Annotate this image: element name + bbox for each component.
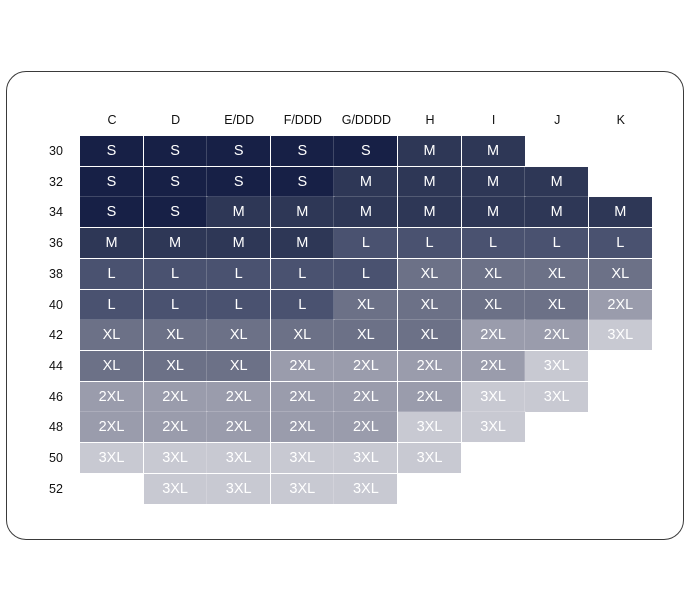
size-cell: S: [271, 167, 334, 197]
row-header: 48: [49, 420, 63, 435]
size-cell: M: [271, 197, 334, 227]
size-cell: 2XL: [80, 412, 143, 442]
size-cell: 3XL: [207, 443, 270, 473]
size-cell: XL: [80, 320, 143, 350]
size-cell: XL: [334, 320, 397, 350]
size-cell: XL: [207, 320, 270, 350]
size-cell: XL: [144, 351, 207, 381]
size-cell: M: [462, 197, 525, 227]
size-cell: L: [271, 290, 334, 320]
size-cell: 2XL: [398, 382, 461, 412]
size-cell: M: [398, 136, 461, 166]
size-cell: 3XL: [462, 382, 525, 412]
size-cell: M: [525, 167, 588, 197]
size-cell: 3XL: [334, 474, 397, 504]
size-cell: L: [80, 290, 143, 320]
size-cell: M: [525, 197, 588, 227]
row-header: 34: [49, 205, 63, 220]
size-cell: M: [398, 197, 461, 227]
size-cell: XL: [462, 290, 525, 320]
size-cell: 2XL: [271, 382, 334, 412]
size-cell: S: [207, 136, 270, 166]
size-cell: 3XL: [525, 351, 588, 381]
size-cell: L: [525, 228, 588, 258]
size-cell: L: [144, 259, 207, 289]
column-header: H: [425, 113, 435, 127]
size-cell: XL: [207, 351, 270, 381]
size-cell: 2XL: [334, 412, 397, 442]
size-cell: XL: [398, 259, 461, 289]
column-header: J: [554, 113, 561, 127]
size-cell: 2XL: [334, 351, 397, 381]
size-cell: S: [144, 197, 207, 227]
size-cell: L: [207, 290, 270, 320]
size-cell: L: [334, 259, 397, 289]
size-cell: XL: [271, 320, 334, 350]
size-cell: 3XL: [80, 443, 143, 473]
size-cell: M: [462, 136, 525, 166]
size-cell: 3XL: [334, 443, 397, 473]
size-cell: 3XL: [398, 443, 461, 473]
size-cell: M: [398, 167, 461, 197]
size-cell: 3XL: [398, 412, 461, 442]
size-cell: L: [271, 259, 334, 289]
size-cell: L: [334, 228, 397, 258]
size-cell: 2XL: [144, 412, 207, 442]
size-cell: 2XL: [80, 382, 143, 412]
size-cell: 3XL: [589, 320, 652, 350]
size-cell: XL: [462, 259, 525, 289]
row-header: 32: [49, 174, 63, 189]
size-cell: M: [80, 228, 143, 258]
column-header: I: [491, 113, 496, 127]
size-cell: 2XL: [271, 412, 334, 442]
size-cell: M: [462, 167, 525, 197]
size-cell: S: [207, 167, 270, 197]
size-cell: S: [334, 136, 397, 166]
size-cell: 2XL: [207, 412, 270, 442]
row-header: 30: [49, 144, 63, 158]
size-cell: 2XL: [271, 351, 334, 381]
size-cell: 2XL: [334, 382, 397, 412]
size-cell: XL: [589, 259, 652, 289]
size-cell: 2XL: [144, 382, 207, 412]
size-cell: 2XL: [525, 320, 588, 350]
size-cell: 3XL: [271, 474, 334, 504]
size-cell: 3XL: [144, 474, 207, 504]
row-header: 46: [49, 389, 63, 404]
size-cell: M: [207, 197, 270, 227]
size-cell: XL: [334, 290, 397, 320]
size-cell: XL: [398, 290, 461, 320]
size-cell: S: [271, 136, 334, 166]
size-cell: 2XL: [207, 382, 270, 412]
size-cell: M: [207, 228, 270, 258]
size-cell: L: [462, 228, 525, 258]
size-cell: M: [271, 228, 334, 258]
row-header: 38: [49, 266, 63, 281]
size-cell: M: [334, 197, 397, 227]
row-header: 52: [49, 481, 63, 496]
size-cell: M: [334, 167, 397, 197]
size-cell: L: [207, 259, 270, 289]
row-header: 50: [49, 451, 63, 465]
column-header: G/DDDD: [341, 113, 392, 127]
size-cell: 3XL: [525, 382, 588, 412]
size-cell: XL: [525, 259, 588, 289]
size-cell: S: [144, 167, 207, 197]
row-header: 42: [49, 328, 63, 343]
size-cell: XL: [80, 351, 143, 381]
size-cell: XL: [525, 290, 588, 320]
size-cell: XL: [398, 320, 461, 350]
size-cell: M: [144, 228, 207, 258]
size-cell: 2XL: [398, 351, 461, 381]
size-cell: 2XL: [589, 290, 652, 320]
size-cell: 3XL: [144, 443, 207, 473]
size-cell: L: [398, 228, 461, 258]
size-cell: L: [80, 259, 143, 289]
column-header: E/DD: [224, 113, 255, 127]
size-cell: 3XL: [207, 474, 270, 504]
size-cell: 3XL: [462, 412, 525, 442]
column-header: K: [616, 113, 625, 127]
size-cell: 2XL: [462, 320, 525, 350]
size-cell: S: [80, 136, 143, 166]
size-cell: S: [144, 136, 207, 166]
column-header: F/DDD: [283, 113, 322, 127]
row-header: 44: [49, 358, 63, 373]
size-cell: 2XL: [462, 351, 525, 381]
size-cell: 3XL: [271, 443, 334, 473]
size-cell: M: [589, 197, 652, 227]
size-cell: L: [144, 290, 207, 320]
size-cell: S: [80, 167, 143, 197]
column-header: C: [107, 113, 117, 127]
column-header: D: [171, 113, 181, 127]
size-cell: L: [589, 228, 652, 258]
row-header: 36: [49, 236, 63, 251]
row-header: 40: [49, 297, 63, 312]
size-cell: XL: [144, 320, 207, 350]
size-cell: S: [80, 197, 143, 227]
